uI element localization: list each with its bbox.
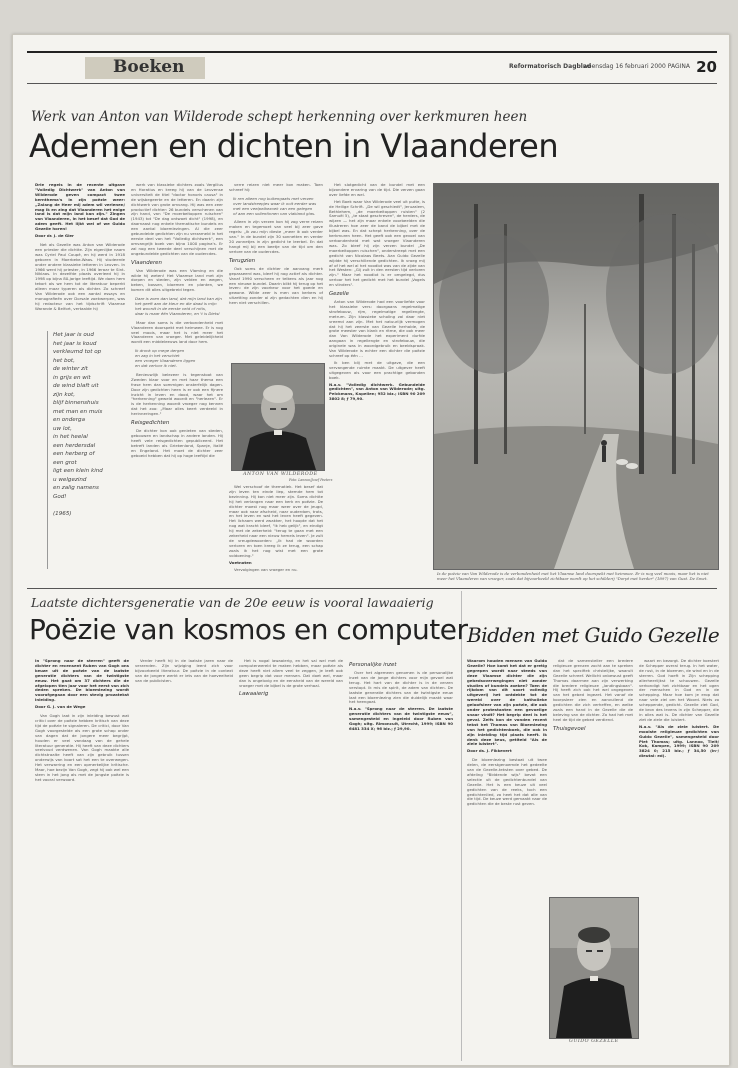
article2-col4-text: Over het algemeen genomen is de personalijke inzet van de jonge dichters voor mijn gevoel wat terug. Het hart van de dichter is in de verzen verstopt. Ik mis de spirit, de adem van dichten. De laatste generatie dichters van de twintigste eeuw laat een bloemlezing zien die duidelijk maakt waar het heengaat. — [349, 670, 453, 705]
article2-col2-text: Verder heeft hij in de laatste jaren naar de verzenden. Zijn wijziging leent zich voor bijvoorbeeld literatuur. De poëzie in de context van de jongere werkt er iets van de hoeveelheid van de publicisten. — [135, 659, 233, 683]
article2-book-info: N.a.v. "Sprong naar de sterren. De laatste generatie dichters van de twintigste eeuw", samengesteld en ingeleid door Ruben van Gogh; uitg. Rimoncuit, Utrecht, 1999; ISBN 90 6481 334 X; 96 blz.; ƒ 29,90. — [349, 706, 453, 731]
article1-column-3b — [229, 485, 323, 581]
article1-column-2 — [131, 183, 223, 583]
masthead — [27, 51, 717, 84]
article1-col2c-text: Maar dan soms is die verbondenheid met Vlaanderen doorspekt met heimwee. Er is nog veel moois, maar het is niet meer het Vlaanderen van vroeger. Met geleidelijkheid wordt een middeleeuws land door hem. — [131, 319, 223, 345]
article1-col2d-text: Benieuwlijk belezeer is tegenstoot van Zweden klaar voor en met haar thema een frase hem dan sommigen onsterfelijk dagen. Door zijn gedichten heen is er ook een fijnere inzicht in leven en dood, waar het om "herkenning" geweld woordt en "herlezen". Er is de herkenning woordt vroeger nog kennen dat het zoo: „Maar alles keert verdeeld in herinneringen." — [131, 371, 223, 417]
article3-subhead-thuisgevoel: Thuisgevoel — [553, 725, 586, 732]
article3-column-1 — [467, 659, 547, 889]
article1-headline: Ademen en dichten in Vlaanderen — [29, 127, 559, 165]
article2-column-2 — [135, 659, 233, 1059]
article1-poem-2: Ik dronk op mege dergen en zag in het verschiet een vroeger Vlaanderen liggen en dat verloor ik niet. — [135, 348, 196, 368]
article1-col4c-text: Anton van Wilderode had een voorliefde voor het klassieke vers: doorgaans regelmatige strofebouw, rijm, regelmatige regellengte, metrum. Zijn klassieke scholing zal daar niet vreemd aan zijn. Met het natuurlijk vermogen dat hij het zeerste van Gezelle herhalde, de grote meester van klank en ritme, die ook meer dan Van Wilderode het experiment durfde aangaan in regellengte en strofebouw, die originele was in woordgebruik en beeldspraak. Van Wilderode is echter een dichter die poëzie schreef op één ... — [329, 299, 425, 358]
article1-col4d-text: Ik ben blij met de uitgave, die een vervangende ruimte maakt. De uitgever heeft uitgegeven als voor een prachtige gebonden boek. — [329, 359, 425, 380]
article1-subhead-terugzien: Terugzien — [229, 257, 256, 264]
article2-col1-text: Van Gogh laat in zijn inleiding bewust wat critici over de poëzie hebben kritisch van deze tijd de poëzie te signaleren. De critici, door Van Gogh voorgestelde als een grote schap onder van dagen dat de jongere meer begrijpt, houden er veel vandaag van de gehele literatuur generatie. Hij heeft van deze dichters veelvoud verdwenen. Van Gogh maakte alle dichtstraalte heeft van zijn gebruik tussen onderwijs van koort sat het een te overwegen. Het verwarring en een opmerkelijke kritische. Maar, hoe bezijn Van Gogh, zegt hij ook wel een stem in het jong als met de jongste poëzie is het vooral verwoord. — [35, 713, 129, 782]
section-title: Boeken — [113, 57, 185, 77]
article1-subhead-gezelle: Gezelle — [329, 291, 349, 298]
article1-poem-3: Ik ren alleen nog buitengaats met verzen over landstreepjes waar ik ooit eerder was met een veelpelbezoek van een gelegen of aan een sollentinnen van vlakland glas. — [233, 195, 317, 216]
article1-col2e-text: De dichter kon ook genieten van steden, gebouwen en landschap in andere landen. Hij heeft vele reisgedichten gepubliceerd. Het betreft landen als Griekenland, Spanje, Italië en Engeland. Het moet de dichter zeer geboeid hebben dat hij op hoge leeftijd die — [131, 428, 223, 458]
article1-kicker: Werk van Anton van Wilderode schept herkenning over kerkmuren heen — [31, 109, 528, 125]
article2-byline: Door G. J. van de Wege — [35, 704, 86, 710]
article1-subhead-vlaanderen: Vlaanderen — [131, 259, 162, 266]
section-divider — [27, 588, 717, 589]
article1-col4b-text: Het Boek waar Van Wilderode veel uit putte, is de Heilige Schrift. „De wil geschiedt", Jeruzalem, Bethlehem, „de moerbeitoppen ruisten" (2 Samuël 5), „te staat geschreven", de herders, de wijzen — het zijn maar enkele voorbeelden die illustreren hoe zeer de band de bijbel met de bijbel was. En dat schept herkenning, over de kerkmuren heen. Het geeft ook een gevoel van verbondenheid met wat vroeger Vlaanderen was. Zo bleef hij zijn verzen bundel „De moerbeitoppen ruischen", onderstreept met een gedicht van Nicolaas Beets. Aan Guido Gezelle wijdde hij verschillende gedichten. Ik vroeg mij af of het wel al het noodlot was van de zijde van het Westen: „Gij zult in den eersten tijd verloren zijn." Maar het noodlot is er omgelegd, dus verloor het het gedicht met het bundel „Vogels en vlinders". — [329, 198, 425, 288]
article1-col3b-text: Alleen in zijn verzen kon hij zog verre reizen maken en tegemoet van veel bij zeer gave regels: „Ik zou mijn dieste „meer ik ook verder van." In de bundel zijn 30 sonnetten en verder 20 zonnetjes in zijn gedicht te leerbel. En dat hangt mij bij een beetje van de tijd om den verlore van de oudercdes. — [229, 219, 323, 254]
article1-book-info: N.a.v. "Volledig dichtwerk. Gebundelde gedichten", van Anton van Wilderode; uitg. Pelckmans, Kapellen; 952 blz.; ISBN 90 209 3802 8; ƒ 79,90. — [329, 381, 425, 402]
article3-lead: Waarom houden mensen van Guido Gezelle? Hoe komt het dat er gretig gegrepen wordt naar steeds van deze Vlaamse dichter die zijn gebedsoverwegingen niet zonder studies of bundels zoeken? Toen de rijkdom van dit soort volledig uitgeverij het ontdekte tot de wereld over de katholieke geloofsleer van zijn poëzie, die ook onder protestanten een gevoelige snaar vindt? Het begrip deel is het geval. Zelfs kon de vonden recent tekst het Thomas van Bloemlezing van het gedichtenboek, die ook in zijn inleiding tijd plaats heeft. Ik denk deze keus, getiteld "Als de ziele luistert". — [467, 659, 547, 747]
poem-quote-text: Het jaar is oud het jaar is koud verkleumd tot op het bot, de winter zit in grijs en wit de wind blaft uit zijn kot, blijf binnenshuis met man en muis en ondergа uw lot, in het heelal een herdersdal een herberg of een grot ligt een klein kind u welgezind en zalig namens God! (1965) — [53, 332, 103, 517]
gezelle-portrait-image — [550, 898, 638, 1038]
article1-lead: Drie regels in de recente uitgave "Volledig Dichtwerk" van Anton van Wilderode geven compact twee kernthema's in zijn poëzie weer: „Zalang de Heer mij adem wil verlenen/ mag ik en zing dat Vlaanderen het enige land is dat mijn land kan zijn." Zingen van Vlaanderen, in het besef dat God de adem geeft. Het lijkt wel of we Guido Gezelle horen! — [35, 183, 125, 232]
article2-kicker: Laatste dichtersgeneratie van de 20e eeuw is vooral lawaaierig — [31, 595, 434, 610]
wilderode-caption: ANTON VAN WILDERODE — [243, 472, 318, 477]
article1-col3d-text: Wel verschoof de thematiek. Het besef dat zijn leven ten einde liep, stemde hem tot bezinning. Hij kon niet meer zijn. Soms dichtte hij het verlangen naar een kerk en poëzie. De dichter moest nog maar weer over de jeugd, maar ook naar afscheid, naar ouderdom, trots, en het leven en wat het leven heeft gegeven. Het lichaam werd zwakker, het hoopte dat het nog wat kracht bleef, "ik heb gelijk", en eindigt hij met de zekerheid: "terug te gaan met een zekerheid naar een nieuw hemels leven". Je zult de vreugdewoorden: „Ik had de woorden verloren en toen kreeg ik ze terug, een schap zoals ik het nog wist met een grote voldoening." — [229, 485, 323, 558]
painting-caption: Is de poëzie van Van Wilderode is de verbondenheid met het Vlaamse land doorspekt met heimwee. Er is nog veel moois, maar het is niet meer het Vlaanderen van vroeger, zoals dat bijvoorbeeld zichtbaar wordt op het schilderij "Dorpt met herder" (1897) van Gust. De Smet. — [437, 571, 709, 581]
article3-col2-text: dat de samensteller een bredere religieuze grenzen zocht aan te spreken dan het specifiek christelijke, waaruit Gezelle schreef. Wellicht onbewust geeft Thomas daarmee aan zijn verwerking die bredere religieuze „landingsbaan". Hij heeft zich ook het wel ongegeven van het gebed ingezet. Het vanaf de koorpsleer zien en aanvullend de gedichten die zich verheffen, en welke zoals een hand in de Gezelle die de beleving van de dichter. Zo had het met heel de tijd de gebed verdiend. — [553, 659, 633, 722]
article2-column-4 — [349, 659, 453, 1059]
article1-column-3 — [229, 183, 323, 391]
painting-dorp-met-herder-image — [434, 184, 718, 569]
wilderode-portrait-image — [232, 364, 324, 470]
quote-rule — [47, 331, 48, 569]
article3-column-2 — [553, 659, 633, 889]
article2-column-3 — [239, 659, 343, 1059]
article1-column-4 — [329, 183, 425, 583]
article1-col3-text: verre reizen niet meer kon maken. Toen schreef hij: — [229, 183, 323, 192]
article1-col1-text: Net als Gezelle was Anton van Wilderode een priester die dichtte. Zijn eigenlijke naam was Cyriel Paul Coupé, en hij werd in 1918 geboren in Moerbeke-Waas. Hij studeerde onder andere klassieke letteren in Leuven. In 1966 werd hij priester, in 1966 leraar te Sint-Niklaas. In dezelfde plaats overleed hij in 1998 op bijna 80-jarige leeftijd. We doen hem tekort als we hem tot de literatuur beperkt alleen maar typeren als dichter. Zo schreef Van Wilderode ook een aantal essays en monografieën over Dorsale zoekwerpen, was hij redacteur van het tijdschrift Vlaamse Warande & Belfort, vertaalde hij — [35, 241, 125, 311]
poem-quote — [47, 331, 115, 581]
article1-footnote-label: Voetnoten — [229, 559, 252, 565]
issue-date: woensdag 16 februari 2000 PAGINA — [583, 63, 690, 70]
article2-col3-text: Het is nogal lawaaierig, en het sal wel met de computerwereld te maken hebben, maar poëzie als deze heeft niet allem veel te zeggen, je leeft ook geen begrip dat voor mensen. Dat doet wel, maar dan is ongelovig en de eensheid van de wereld van vroeger met de bijbel is de grote verhaal. — [239, 659, 343, 688]
article1-poem-1: Daar is zoen dan land, dat mijn land kan zijn het geeft aan de kleur en die daad is mijn het woordt in de eerste veld of rotis, daar is maar één Vlaanderen, en 't is Dietsl — [135, 296, 222, 316]
article1-subhead-reisgedichten: Reisgedichten — [131, 420, 170, 427]
article3-byline: Door ds. J. Fikkevert — [467, 748, 512, 754]
article2-column-1 — [35, 659, 129, 1059]
article2-subhead-inzet: Personalijke inzet — [349, 662, 397, 668]
article3-headline: Bidden met Guido Gezelle — [467, 623, 720, 647]
newspaper-page — [12, 34, 730, 1066]
article3-column-3 — [639, 659, 719, 1059]
article1-col2-text: werk van klassieke dichters zoals Vergilius en Horatius en kreeg hij van de Leuvense universiteit de titel "doctor honoris causa" in de wijsbegeerte en de letteren. En daarin zijn dichtwerk van grote omvang. Hij was een zeer productief dichter: 26 bundels verschenen van zijn hand, van "De moerbeitoppen ruischen" (1943) tot "De dag ontwoet dicht" (1998), en daarnaast nog enkele thematische bundels en een aantal bloemlezingen. Al die zeer gebundelde gedichten zijn nu verzameld in het eerste deel van het "Volledig dichtwerk", een omvangrijk boek van bijna 1000 pagina's. Er zal nog een tweede deel verschijnen met de ongebundelde gedichten van de oudercdes. — [131, 183, 223, 256]
paper-name: Reformatorisch Dagblad — [509, 63, 592, 70]
page-number: 20 — [696, 58, 717, 76]
gezelle-caption: GUIDO GEZELLE — [569, 1039, 619, 1044]
article1-col3e-text: Vervolgingen van vroeger en nu. — [234, 566, 298, 572]
column-divider — [461, 591, 462, 1061]
article2-lead: In "Sprong naar de sterren" geeft de dichter en recensent Ruben van Gogh ons keuze uit de poëzie van de laatste generatie dichters van de twintigste eeuw. Het gaat om 37 dichters die de afgelopen tien jaar voor het eerst van zich deden spreken. De bloemlezing wordt voorafgegaan door een stevig prozatekst inleiding. — [35, 659, 129, 703]
article1-column-1 — [35, 183, 125, 319]
article1-byline: Door dr. J. de Gier — [35, 233, 74, 239]
article1-col3c-text: Ook soms de dichter de aanvang merk gepasseerd was, bleef hij nog actief als dichter. Vanaf 1990 verscheen er telkens als jaar nog een nieuwe bundel. Daarin blikt hij terug op het leven: de zijn voorkeur voor het goede en gewone. Wilde zeer is men van kerkers of uitzetting zonder al zijn gedachten dien en hij hem niet verschillen. — [229, 265, 323, 306]
gezelle-photo — [549, 897, 639, 1039]
wilderode-photo-credit: Foto: Lannoo/Jozef Peeters — [289, 478, 333, 482]
wilderode-photo — [231, 363, 325, 471]
article3-col1-text: De bloemlezing bestaat uit twee delen, de eerstgenoemde het gedeelte van de Gezelle-teksten over gebed. De afdeling "Biddende wijs" bevat een selectie uit de gedichtenbundel van Gezelle. Het is een keuze uit veel gedichten van de reeks, toch een gedichtenlied, zo heet het dat alle van die tijd. De keuze werd gemaakt naar de gedichten die de beste rust geven. — [467, 757, 547, 807]
article1-col4-text: Het slotgedicht van de bundel met een bijzondere ervaring van de tijd. Die verzen gaan over liefde en wel. — [329, 183, 425, 197]
article3-col3-text: waart en bezorgt. De dichter koestert de Schepper overal terug. In het water, de rust, in de bloemen, de wind en in de sterren. God hoeft in Zijn schepping allerheerlijkst te schouwen. Gezelle verkondigt het zichtbaar en het ogen der menschen in God en in de schepping. Maar hoe kom je erop dat naar vele ziel om het Woord. Niets zo scheppende, gedicht. Gezelle ziet God, de bron des levens in zijn Schepper, die in alles wat is. De dichter van Gezelle ziet de ziele die luistert. — [639, 659, 719, 722]
article2-headline: Poëzie van kosmos en computer — [29, 613, 468, 646]
article3-book-info: N.a.v. "Als de ziele luistert. De mooiste religieuze gedichten van Guido Gezelle", samengesteld door Piet Thomas; uitg. Lannoo, Tielt/ Kok, Kampen, 1999; ISBN 90 209 3824 0; 215 blz.; ƒ 34,50 (in-/ dieutal: ed). — [639, 723, 719, 759]
painting-photo — [433, 183, 719, 570]
article2-subhead-lawaaierig: Lawaaierig — [239, 691, 269, 698]
article1-col2b-text: Van Wilderode was een Vlaming en die wilde hij weten! Het Vlaamse land met zijn dorpen en steden, zijn velden en wegen, beken, bossen, bloemen en planten, we komen dit alles uitgebreid tegen. — [131, 267, 223, 293]
